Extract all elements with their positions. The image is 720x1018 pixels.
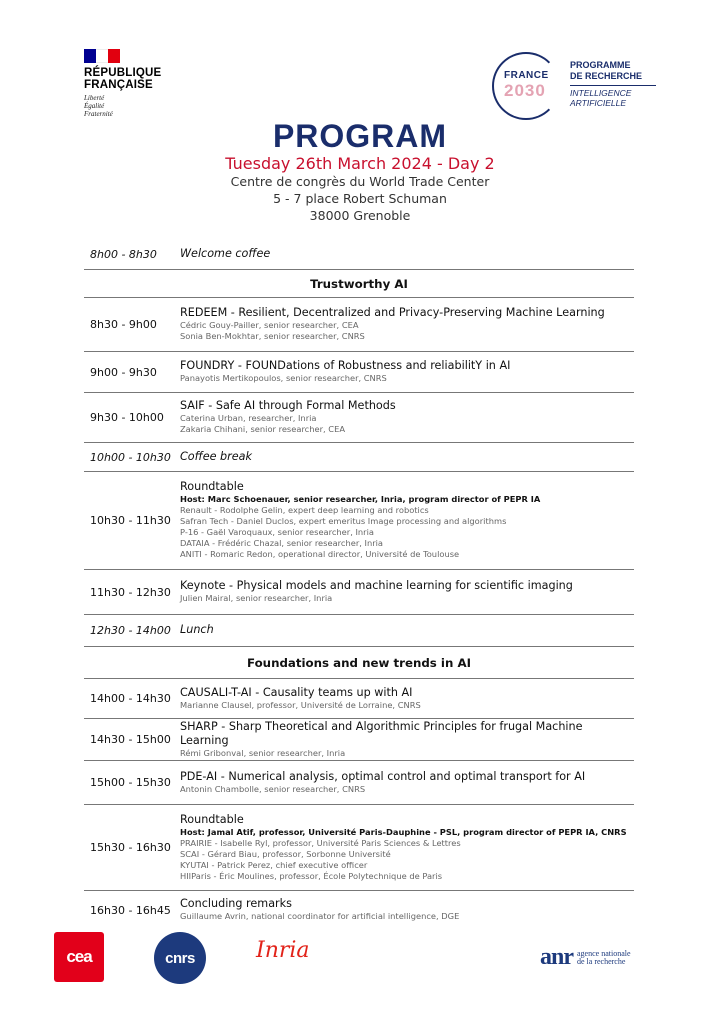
- programme-recherche-logo: [570, 60, 680, 108]
- schedule-row-coffee: [84, 443, 634, 472]
- panelist: DATAIA - Frédéric Chazal, senior researcher, Inria: [180, 538, 384, 548]
- section-trustworthy-ai: Trustworthy AI: [84, 270, 634, 298]
- speaker: Marianne Clausel, professor, Université de Lorraine, CNRS: [180, 699, 421, 710]
- speaker: Guillaume Avrin, national coordinator for artificial intelligence, DGE: [180, 911, 460, 921]
- panelist: KYUTAI - Patrick Perez, chief executive officer: [180, 859, 368, 870]
- time: 16h30 - 16h45: [90, 903, 171, 917]
- divider: [570, 85, 656, 86]
- anr-mark: anr: [540, 944, 573, 970]
- motto: [84, 94, 184, 118]
- panelist: HIIParis - Éric Moulines, professor, École Polytechnique de Paris: [180, 870, 443, 881]
- speaker: Rémi Gribonval, senior researcher, Inria: [180, 747, 346, 758]
- time: 14h30 - 15h00: [90, 733, 171, 746]
- schedule-row-pde-ai: [84, 761, 634, 805]
- session-title: Roundtable: [180, 812, 244, 826]
- session-title: SHARP - Sharp Theoretical and Algorithmic Principles for frugal Machine Learning: [180, 719, 583, 747]
- time: 10h30 - 11h30: [90, 514, 171, 527]
- schedule-row-redeem: [84, 298, 634, 352]
- republique-line1: RÉPUBLIQUE: [84, 67, 162, 79]
- session-title: Coffee break: [180, 449, 252, 463]
- session-title: Concluding remarks: [180, 897, 292, 910]
- speaker: Sonia Ben-Mokhtar, senior researcher, CNRS: [180, 331, 365, 341]
- motto-fraternite: Fraternité: [84, 110, 113, 118]
- cnrs-logo: [154, 932, 206, 984]
- time: 8h30 - 9h00: [90, 318, 157, 331]
- host: Host: Jamal Atif, professor, Université Paris-Dauphine - PSL, program director of PEPR IA, CNRS: [180, 826, 627, 837]
- french-flag-icon: [84, 49, 120, 63]
- session-title: CAUSALI-T-AI - Causality teams up with AI: [180, 685, 413, 699]
- speaker: Julien Mairal, senior researcher, Inria: [180, 593, 333, 603]
- schedule-row-saif: [84, 393, 634, 443]
- programme-line1: PROGRAMME: [570, 60, 631, 70]
- cnrs-text: cnrs: [165, 949, 195, 967]
- programme-sub1: INTELLIGENCE: [570, 88, 632, 98]
- session-title: Lunch: [180, 623, 214, 636]
- cea-text: cea: [66, 947, 92, 966]
- venue-name: Centre de congrès du World Trade Center: [230, 174, 490, 189]
- time: 14h00 - 14h30: [90, 692, 171, 705]
- schedule-row-causali: [84, 679, 634, 719]
- schedule-row-roundtable-2: [84, 805, 634, 891]
- speaker: Panayotis Mertikopoulos, senior researcher, CNRS: [180, 373, 387, 383]
- session-title: PDE-AI - Numerical analysis, optimal control and optimal transport for AI: [180, 769, 586, 783]
- speaker: Cédric Gouy-Pailler, senior researcher, CEA: [180, 320, 359, 330]
- year-label: 2030: [504, 81, 546, 100]
- inria-logo: Inria: [256, 938, 310, 963]
- time: 11h30 - 12h30: [90, 585, 171, 599]
- schedule-row-concluding: [84, 891, 634, 929]
- time: 9h00 - 9h30: [90, 365, 157, 379]
- panelist: Renault - Rodolphe Gelin, expert deep learning and robotics: [180, 505, 429, 515]
- france-2030-logo: [492, 52, 564, 124]
- session-title: Keynote - Physical models and machine learning for scientific imaging: [180, 579, 573, 592]
- motto-liberte: Liberté: [84, 94, 105, 102]
- time: 15h30 - 16h30: [90, 841, 171, 854]
- anr-logo: [540, 944, 631, 971]
- cea-logo: [54, 932, 104, 982]
- host: Host: Marc Schoenauer, senior researcher, Inria, program director of PEPR IA: [180, 494, 541, 504]
- panelist: SCAI - Gérard Biau, professor, Sorbonne Université: [180, 848, 391, 859]
- anr-text-line1: agence nationale: [577, 948, 631, 958]
- schedule-row-foundry: [84, 352, 634, 393]
- panelist: ANITI - Romaric Redon, operational director, Université de Toulouse: [180, 549, 460, 559]
- republique-line2: FRANÇAISE: [84, 79, 153, 91]
- session-title: Roundtable: [180, 480, 244, 493]
- session-title: SAIF - Safe AI through Formal Methods: [180, 399, 396, 412]
- event-date: Tuesday 26th March 2024 - Day 2: [225, 154, 495, 173]
- page-title: PROGRAM: [272, 118, 448, 154]
- venue-city: 38000 Grenoble: [309, 208, 411, 223]
- session-title: Welcome coffee: [180, 247, 271, 260]
- republique-francaise-logo: [84, 49, 184, 118]
- motto-egalite: Égalité: [84, 102, 105, 110]
- programme-line2: DE RECHERCHE: [570, 71, 643, 81]
- venue-street: 5 - 7 place Robert Schuman: [273, 191, 447, 206]
- schedule-row-sharp: [84, 719, 634, 761]
- anr-text: [577, 950, 631, 966]
- panelist: Safran Tech - Daniel Duclos, expert emeritus Image processing and algorithms: [180, 516, 507, 526]
- speaker: Caterina Urban, researcher, Inria: [180, 413, 317, 423]
- speaker: Antonin Chambolle, senior researcher, CNRS: [180, 783, 366, 794]
- time: 8h00 - 8h30: [90, 248, 157, 261]
- speaker: Zakaria Chihani, senior researcher, CEA: [180, 424, 345, 434]
- time: 10h00 - 10h30: [90, 450, 171, 464]
- time: 15h00 - 15h30: [90, 776, 171, 789]
- schedule-table: [84, 240, 634, 929]
- time: 12h30 - 14h00: [90, 624, 171, 637]
- panelist: P-16 - Gaël Varoquaux, senior researcher, Inria: [180, 527, 374, 537]
- title-block: [0, 118, 720, 224]
- france-label: FRANCE: [504, 70, 549, 81]
- schedule-row-lunch: [84, 615, 634, 647]
- programme-sub2: ARTIFICIELLE: [570, 98, 627, 108]
- session-title: REDEEM - Resilient, Decentralized and Privacy-Preserving Machine Learning: [180, 306, 605, 319]
- session-title: FOUNDRY - FOUNDations of Robustness and reliabilitY in AI: [180, 359, 511, 372]
- schedule-row-roundtable-1: [84, 472, 634, 570]
- panelist: PRAIRIE - Isabelle Ryl, professor, Université Paris Sciences & Lettres: [180, 837, 461, 848]
- anr-text-line2: de la recherche: [577, 956, 626, 966]
- schedule-row-keynote: [84, 570, 634, 615]
- section-foundations: Foundations and new trends in AI: [84, 647, 634, 679]
- time: 9h30 - 10h00: [90, 411, 164, 424]
- schedule-row-welcome: [84, 240, 634, 270]
